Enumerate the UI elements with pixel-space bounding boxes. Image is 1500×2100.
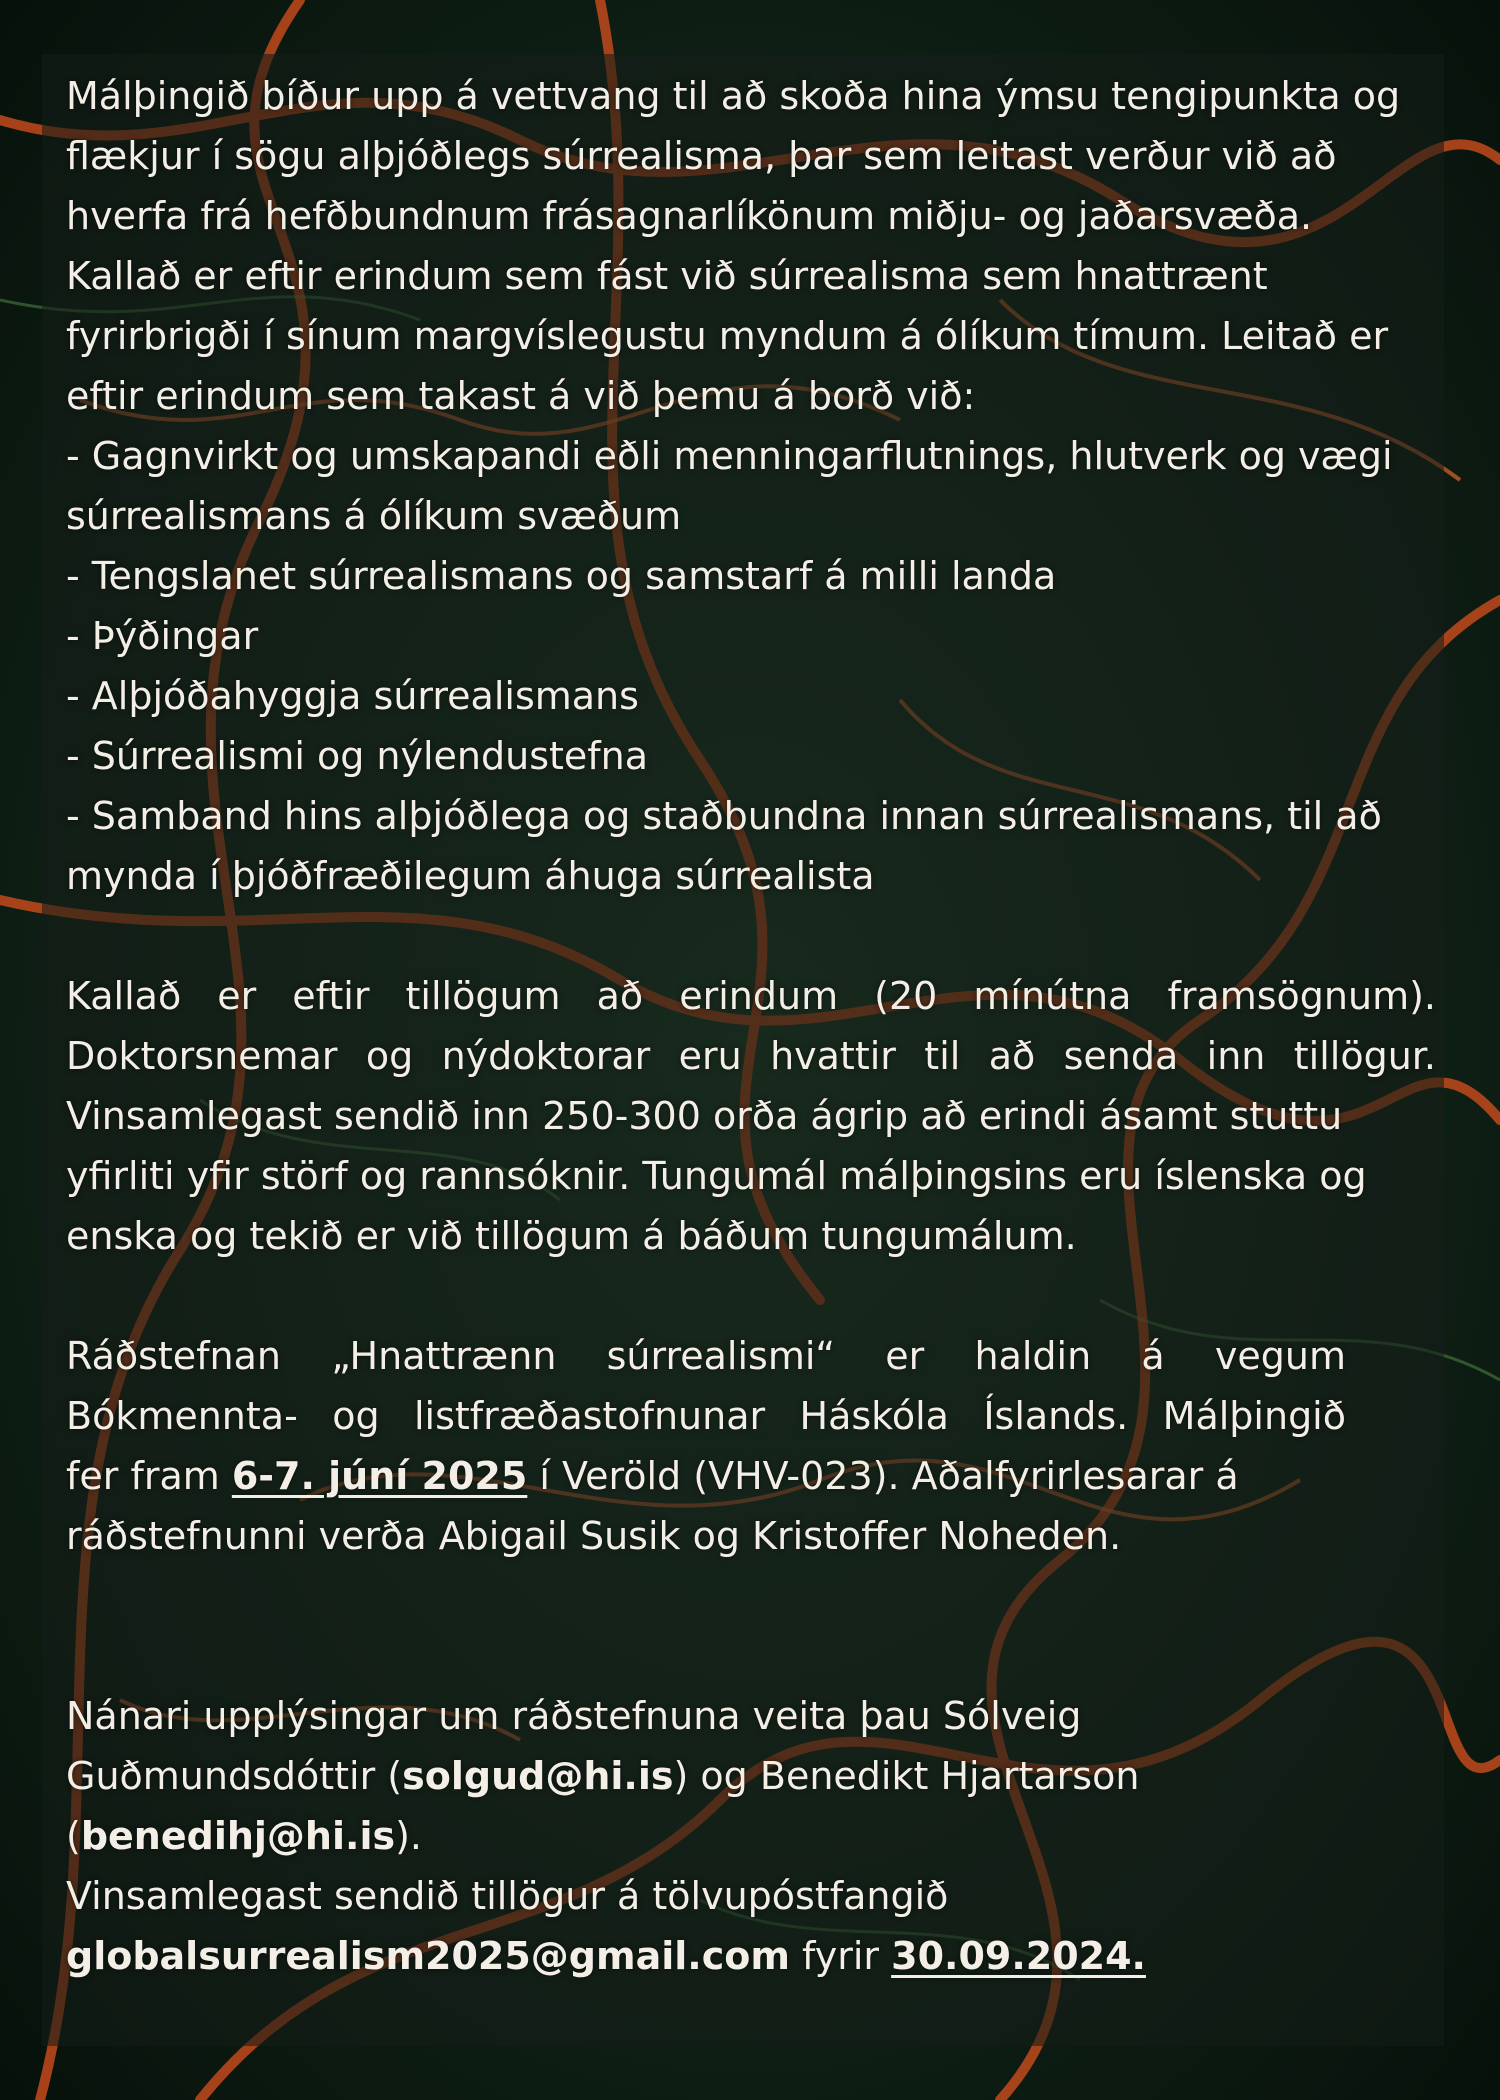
theme-item: - Þýðingar: [66, 614, 259, 658]
theme-item: - Tengslanet súrrealismans og samstarf á milli landa: [66, 554, 1057, 598]
conference-line: Bókmennta- og listfræðastofnunar Háskóla Íslands. Málþingið: [66, 1394, 1346, 1438]
contact-paragraph: [66, 1686, 1436, 1986]
call-line: Vinsamlegast sendið inn 250-300 orða ágrip að erindi ásamt stuttu: [66, 1094, 1343, 1138]
call-paragraph: [66, 966, 1436, 1266]
contact-line: (benedihj@hi.is).: [66, 1814, 422, 1858]
theme-item: - Súrrealismi og nýlendustefna: [66, 734, 649, 778]
email-link-benedihj[interactable]: benedihj@hi.is: [80, 1814, 396, 1858]
intro-line: Kallað er eftir erindum sem fást við súrrealisma sem hnattrænt: [66, 254, 1268, 298]
theme-item: - Samband hins alþjóðlega og staðbundna innan súrrealismans, til að: [66, 794, 1382, 838]
intro-line: hverfa frá hefðbundnum frásagnarlíkönum miðju- og jaðarsvæða.: [66, 194, 1313, 238]
intro-line: Málþingið bíður upp á vettvang til að skoða hina ýmsu tengipunkta og: [66, 74, 1401, 118]
intro-line: flækjur í sögu alþjóðlegs súrrealisma, þar sem leitast verður við að: [66, 134, 1337, 178]
conference-line: ráðstefnunni verða Abigail Susik og Kristoffer Noheden.: [66, 1514, 1122, 1558]
contact-line: Vinsamlegast sendið tillögur á tölvupóstfangið: [66, 1874, 949, 1918]
intro-paragraph: [66, 66, 1436, 426]
submission-deadline: 30.09.2024.: [891, 1934, 1146, 1978]
conference-line: Ráðstefnan „Hnattrænn súrrealismi“ er haldin á vegum: [66, 1334, 1346, 1378]
call-for-papers-text: [66, 66, 1436, 1986]
conference-paragraph: [66, 1326, 1346, 1566]
contact-line: Nánari upplýsingar um ráðstefnuna veita þau Sólveig: [66, 1694, 1082, 1738]
conference-dates: 6-7. júní 2025: [231, 1454, 528, 1498]
themes-list: [66, 426, 1436, 906]
theme-item: súrrealismans á ólíkum svæðum: [66, 494, 682, 538]
call-line: Kallað er eftir tillögum að erindum (20 mínútna framsögnum).: [66, 974, 1436, 1018]
theme-item: - Gagnvirkt og umskapandi eðli menningarflutnings, hlutverk og vægi: [66, 434, 1393, 478]
intro-line: eftir erindum sem takast á við þemu á borð við:: [66, 374, 976, 418]
call-line: yfirliti yfir störf og rannsóknir. Tungumál málþingsins eru íslenska og: [66, 1154, 1367, 1198]
call-line: enska og tekið er við tillögum á báðum tungumálum.: [66, 1214, 1077, 1258]
contact-line: globalsurrealism2025@gmail.com fyrir 30.09.2024.: [66, 1934, 1146, 1978]
theme-item: mynda í þjóðfræðilegum áhuga súrrealista: [66, 854, 875, 898]
email-link-solgud[interactable]: solgud@hi.is: [402, 1754, 674, 1798]
submission-email-link[interactable]: globalsurrealism2025@gmail.com: [66, 1934, 790, 1978]
conference-line: fer fram 6-7. júní 2025 í Veröld (VHV-023). Aðalfyrirlesarar á: [66, 1454, 1239, 1498]
call-line: Doktorsnemar og nýdoktorar eru hvattir til að senda inn tillögur.: [66, 1034, 1436, 1078]
theme-item: - Alþjóðahyggja súrrealismans: [66, 674, 639, 718]
intro-line: fyrirbrigði í sínum margvíslegustu myndum á ólíkum tímum. Leitað er: [66, 314, 1389, 358]
contact-line: Guðmundsdóttir (solgud@hi.is) og Benedikt Hjartarson: [66, 1754, 1140, 1798]
